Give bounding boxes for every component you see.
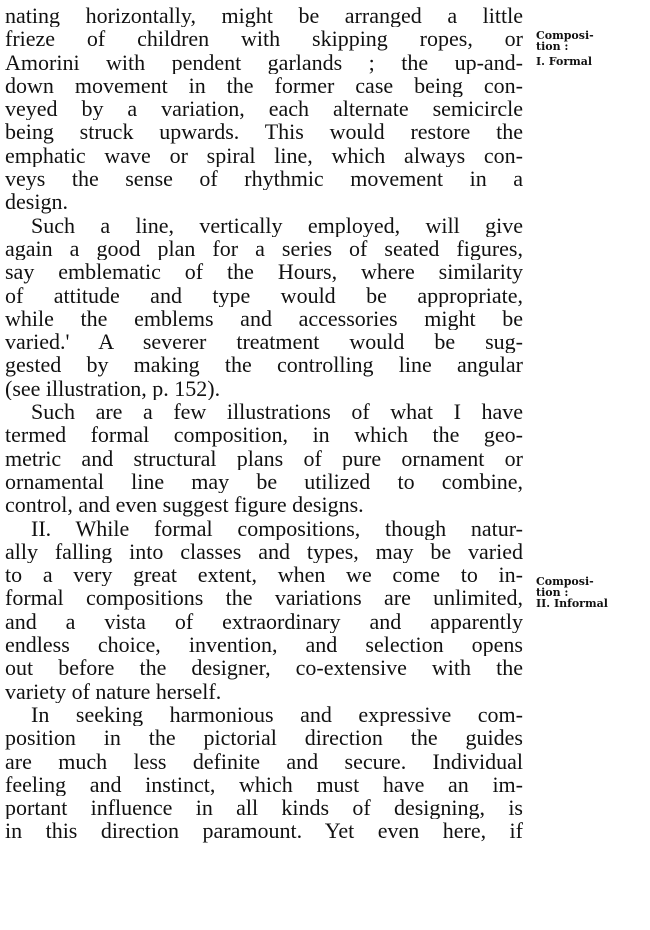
sidenote-line: Composi- xyxy=(536,29,594,42)
text-line: portant influence in all kinds of designing, is xyxy=(5,796,523,820)
text-line: feeling and instinct, which must have an im- xyxy=(5,772,523,797)
text-line: down movement in the former case being con- xyxy=(5,73,523,98)
text-line: formal compositions the variations are unlimited, xyxy=(5,586,523,610)
text-line: veys the sense of rhythmic movement in a xyxy=(5,167,523,191)
text-line: in this direction paramount. Yet even here, if xyxy=(5,819,523,843)
text-line: veyed by a variation, each alternate semicircle xyxy=(5,97,523,121)
sidenote-line: II. Informal xyxy=(536,597,608,610)
text-line: Such a line, vertically employed, will give xyxy=(31,213,523,237)
text-line: In seeking harmonious and expressive com- xyxy=(31,702,523,727)
text-line: termed formal composition, in which the geo- xyxy=(5,423,523,447)
text-line: while the emblems and accessories might be xyxy=(5,306,523,331)
text-line: again a good plan for a series of seated figures, xyxy=(5,236,523,261)
text-line: design. xyxy=(5,190,68,214)
text-line: are much less definite and secure. Individual xyxy=(5,749,523,773)
sidenote-formal xyxy=(536,30,646,67)
sidenote-line: Composi- xyxy=(536,575,594,588)
body-text xyxy=(5,4,523,843)
text-line: (see illustration, p. 152). xyxy=(5,376,221,401)
text-line: say emblematic of the Hours, where similarity xyxy=(5,260,523,284)
sidenote-line: I. Formal xyxy=(536,55,593,68)
text-line: nating horizontally, might be arranged a little xyxy=(5,4,523,28)
text-line: endless choice, invention, and selection opens xyxy=(5,633,523,657)
text-line: emphatic wave or spiral line, which always con- xyxy=(5,143,523,168)
text-line: gested by making the controlling line angular xyxy=(5,353,523,377)
text-line: Such are a few illustrations of what I have xyxy=(31,400,523,424)
sidenote-line: tion : xyxy=(536,40,569,53)
text-line: out before the designer, co-extensive with the xyxy=(5,656,523,680)
text-line: ally falling into classes and types, may be varied xyxy=(5,539,523,564)
text-line: II. While formal compositions, though natur- xyxy=(31,516,523,540)
text-line: being struck upwards. This would restore the xyxy=(5,120,523,144)
text-line: metric and structural plans of pure ornament or xyxy=(5,446,523,470)
sidenote-line: tion : xyxy=(536,586,569,599)
text-line: ornamental line may be utilized to combine, xyxy=(5,469,523,494)
text-line: control, and even suggest figure designs. xyxy=(5,493,364,517)
text-line: Amorini with pendent garlands ; the up-and- xyxy=(5,50,523,74)
sidenote-informal xyxy=(536,576,646,609)
text-line: varied.' A severer treatment would be sug- xyxy=(5,330,523,354)
text-line: and a vista of extraordinary and apparently xyxy=(5,609,523,634)
text-line: position in the pictorial direction the guides xyxy=(5,726,523,750)
text-line: to a very great extent, when we come to in- xyxy=(5,563,523,587)
text-line: of attitude and type would be appropriate, xyxy=(5,283,523,307)
text-line: variety of nature herself. xyxy=(5,679,222,703)
text-line: frieze of children with skipping ropes, or xyxy=(5,27,523,51)
